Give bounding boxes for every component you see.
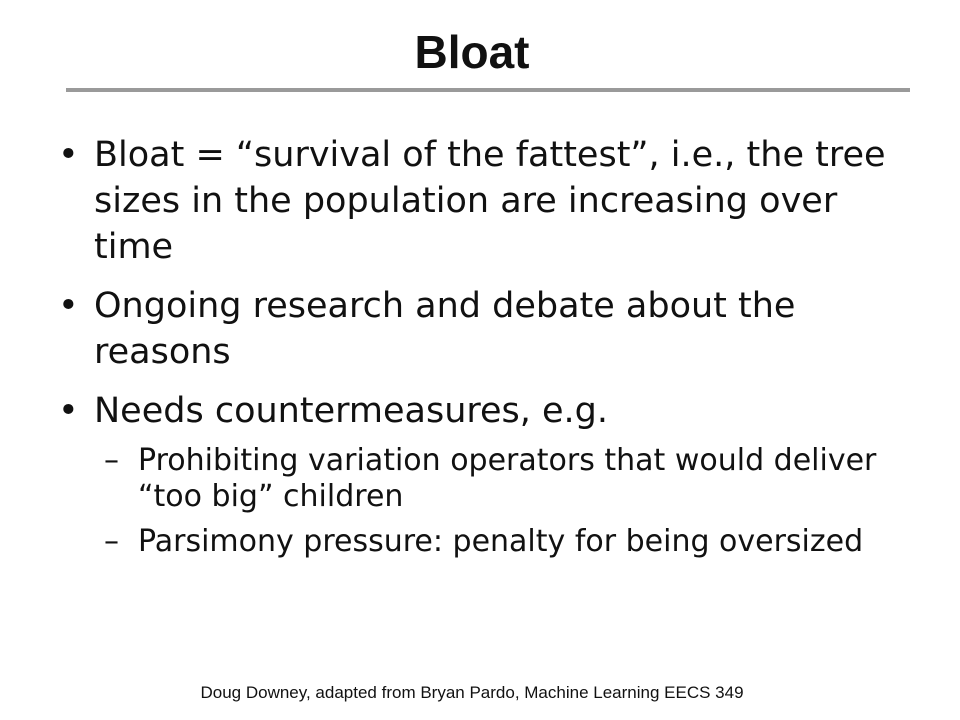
subbullet-marker: – <box>104 524 119 559</box>
bullet-text: Ongoing research and debate about the reasons <box>94 286 796 372</box>
subbullet-item <box>94 524 908 560</box>
bullet-marker: • <box>58 391 79 431</box>
bullet-marker: • <box>58 286 79 326</box>
slide-footer: Doug Downey, adapted from Bryan Pardo, Machine Learning EECS 349 <box>200 683 744 702</box>
title-divider <box>66 88 910 92</box>
bullet-text: Needs countermeasures, e.g. <box>94 391 609 431</box>
bullet-item <box>58 388 908 560</box>
bullet-item <box>58 283 908 375</box>
subbullet-list <box>94 443 908 560</box>
subbullet-item <box>94 443 908 515</box>
bullet-item <box>58 132 908 270</box>
bullet-text: Bloat = “survival of the fattest”, i.e., the tree sizes in the population are increasing over time <box>94 135 886 267</box>
bullet-list <box>58 132 908 573</box>
slide-title: Bloat <box>414 26 530 78</box>
subbullet-marker: – <box>104 443 119 478</box>
bullet-marker: • <box>58 135 79 175</box>
subbullet-text: Parsimony pressure: penalty for being oversized <box>138 524 864 559</box>
subbullet-text: Prohibiting variation operators that would deliver “too big” children <box>138 443 877 514</box>
